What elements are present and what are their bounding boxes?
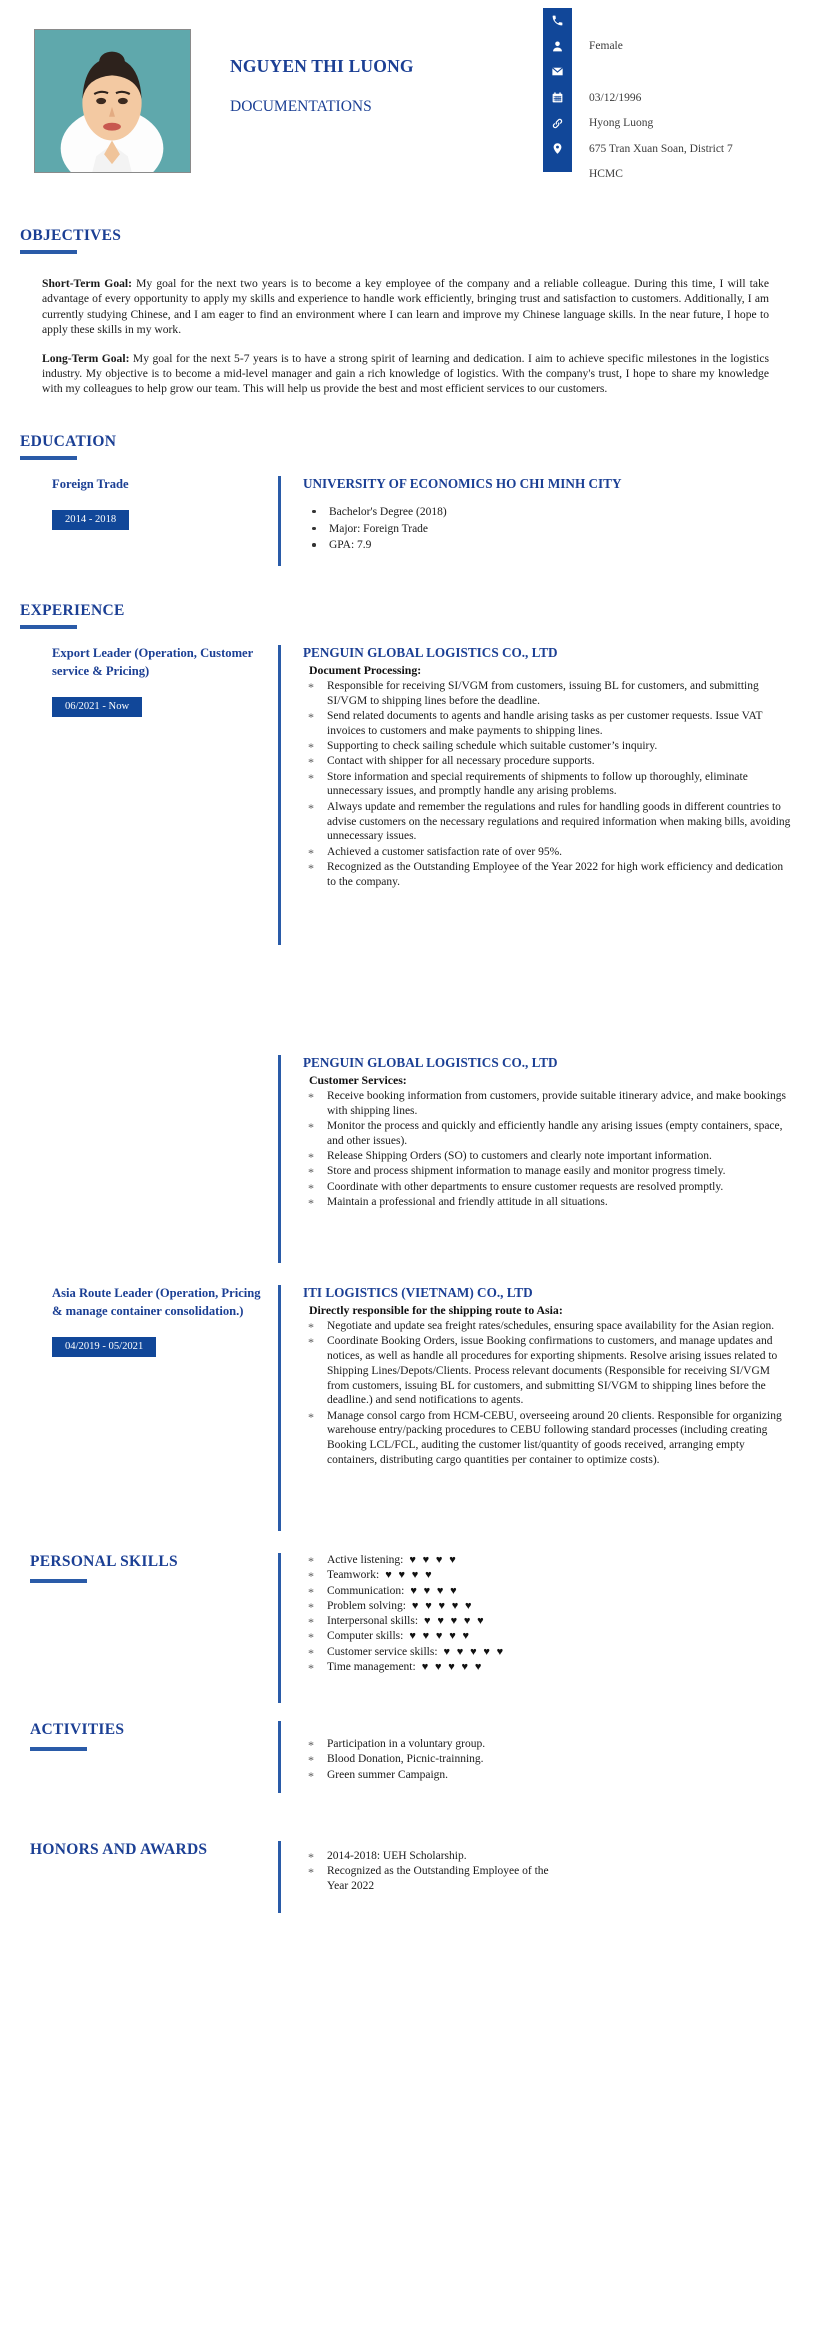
section-title: OBJECTIVES	[20, 227, 122, 244]
contact-value-city: HCMC	[589, 168, 623, 181]
skill-label: Communication:	[327, 1584, 405, 1597]
activities-entry-right	[281, 1721, 827, 1793]
activities-list	[303, 1737, 793, 1782]
list-item: * Achieved a customer satisfaction rate of over 95%.	[303, 845, 793, 860]
blank-icon	[543, 162, 572, 188]
education-heading	[0, 433, 827, 460]
experience-date-badge: 06/2021 - Now	[52, 697, 142, 717]
experience-bullet-list	[303, 1319, 793, 1468]
objective-text: My goal for the next 5-7 years is to have a strong spirit of learning and dedication. I aim to achieve specific milestones in the logistics industry. My objective is to become a mid-level manager and gain a rich knowledge of logistics. With the company's trust, I hope to share my knowledge with my colleagues to help grow our team. This will help us provide the best and most efficient services to our customers.	[42, 351, 769, 396]
resume-header	[0, 0, 827, 195]
experience-entry	[0, 645, 827, 945]
objective-paragraph	[42, 351, 769, 397]
objective-text: My goal for the next two years is to become a key employee of the company and a reliable colleague. During this time, I will take advantage of every opportunity to apply my skills and experience to handle work efficiently, bringing trust and satisfaction to customers. Additionally, I am currently studying Chinese, and I am eager to find an environment where I can learn and improve my Chinese language skills. In the near future, I hope to apply these skills in my work.	[42, 277, 769, 337]
section-experience	[0, 602, 827, 1531]
list-item	[303, 1614, 793, 1629]
experience-company-name: ITI LOGISTICS (VIETNAM) CO., LTD	[303, 1284, 533, 1300]
list-item: * Maintain a professional and friendly attitude in all situations.	[303, 1195, 793, 1210]
experience-entry-left	[0, 1285, 278, 1531]
education-major: Foreign Trade	[52, 476, 129, 491]
experience-company-name: PENGUIN GLOBAL LOGISTICS CO., LTD	[303, 1054, 558, 1070]
contact-value-gender: Female	[589, 40, 623, 53]
honors-entry	[0, 1841, 827, 1913]
experience-bullet-list	[303, 1089, 793, 1210]
skill-label: Computer skills:	[327, 1630, 404, 1643]
skill-label: Time management:	[327, 1661, 416, 1674]
list-item: * Receive booking information from customers, provide suitable itinerary advice, and make bookings with shipping lines.	[303, 1089, 793, 1119]
contact-row-link	[543, 110, 827, 136]
list-item: * Release Shipping Orders (SO) to customers and clearly note important information.	[303, 1149, 793, 1164]
education-date-badge: 2014 - 2018	[52, 510, 129, 530]
section-title: ACTIVITIES	[30, 1720, 125, 1738]
experience-subheading: Document Processing:	[309, 662, 422, 677]
contact-list	[543, 8, 827, 187]
envelope-icon	[543, 59, 572, 85]
contact-row-city	[543, 162, 827, 188]
skill-rating-hearts: ♥ ♥ ♥ ♥ ♥	[411, 1599, 474, 1612]
experience-job-title: Export Leader (Operation, Customer service & Pricing)	[52, 645, 254, 678]
list-item: * Store and process shipment information to manage easily and monitor progress timely.	[303, 1164, 793, 1179]
experience-date-badge: 04/2019 - 05/2021	[52, 1337, 156, 1357]
list-item: * Coordinate with other departments to ensure customer requests are resolved promptly.	[303, 1180, 793, 1195]
contact-row-address	[543, 136, 827, 162]
contact-value-birthdate: 03/12/1996	[589, 91, 642, 104]
list-item: * Send related documents to agents and handle arising tasks as per customer requests. Issue VAT invoices to customers and make payments to shipping lines.	[303, 709, 793, 739]
objective-label: Long-Term Goal:	[42, 351, 130, 365]
education-entry-left	[0, 476, 278, 566]
list-item	[303, 1629, 793, 1644]
skill-rating-hearts: ♥ ♥ ♥ ♥ ♥	[421, 1661, 484, 1674]
experience-company-name: PENGUIN GLOBAL LOGISTICS CO., LTD	[303, 644, 558, 660]
person-icon	[543, 34, 572, 60]
skills-entry-left	[0, 1553, 278, 1703]
skills-list	[303, 1553, 793, 1675]
experience-entry-right	[281, 1285, 827, 1531]
experience-bullet-list	[303, 679, 793, 890]
honors-entry-left	[0, 1841, 278, 1913]
list-item: * Green summer Campaign.	[303, 1768, 793, 1783]
list-item	[303, 1553, 793, 1568]
experience-subheading: Directly responsible for the shipping route to Asia:	[309, 1302, 563, 1317]
education-bullet-list	[303, 504, 793, 554]
phone-icon	[543, 8, 572, 34]
list-item: * Recognized as the Outstanding Employee of the Year 2022 for high work efficiency and dedication to the company.	[303, 860, 793, 890]
experience-job-title: Asia Route Leader (Operation, Pricing & manage container consolidation.)	[52, 1285, 261, 1318]
skill-label: Interpersonal skills:	[327, 1615, 419, 1628]
objectives-heading	[0, 227, 827, 254]
skill-label: Problem solving:	[327, 1599, 406, 1612]
skill-label: Active listening:	[327, 1553, 404, 1566]
section-objectives	[0, 227, 827, 397]
experience-subheading: Customer Services:	[309, 1072, 407, 1087]
list-item: * Negotiate and update sea freight rates/schedules, ensuring space availability for the Asian region.	[303, 1319, 793, 1334]
experience-heading	[0, 602, 827, 629]
calendar-icon	[543, 85, 572, 111]
job-role-subtitle: DOCUMENTATIONS	[230, 98, 372, 115]
list-item	[303, 1584, 793, 1599]
profile-photo	[34, 29, 191, 173]
contact-value-address: 675 Tran Xuan Soan, District 7	[589, 142, 733, 155]
list-item: GPA: 7.9	[303, 537, 793, 553]
section-title: HONORS AND AWARDS	[30, 1840, 208, 1858]
list-item: * Always update and remember the regulations and rules for handling goods in different countries to advise customers on the necessary regulations and required information when making bills, avoiding unnecessary issues.	[303, 800, 793, 844]
experience-entry-right	[281, 645, 827, 945]
section-honors-and-awards	[0, 1841, 827, 1913]
list-item	[303, 1660, 793, 1675]
activities-entry-left	[0, 1721, 278, 1793]
contact-value-link: Hyong Luong	[589, 117, 654, 130]
section-title: EDUCATION	[20, 432, 117, 450]
list-item	[303, 1599, 793, 1614]
list-item: Major: Foreign Trade	[303, 521, 793, 537]
objectives-body	[0, 254, 827, 397]
list-item: * Manage consol cargo from HCM-CEBU, overseeing around 20 clients. Responsible for organizing warehouse entry/packing procedures to CEBU following standard processes (including creating Booking LCL/FCL, auditing the customer list/quantity of goods received, arranging empty containers, distributing cargo quantities per container to optimize costs).	[303, 1409, 793, 1468]
education-entry-right	[281, 476, 827, 566]
contact-row-phone	[543, 8, 827, 34]
list-item: * Coordinate Booking Orders, issue Booking confirmations to customers, and manage updates and notices, as well as handle all procedures for exporting shipments. Resolve arising issues related to Shipping Lines/Depots/Clients. Process relevant documents (Responsible for receiving SI/VGM from customers, issuing BL for customers, and submitting SI/VGM to shipping lines before the deadline.) and send notifications to agents.	[303, 1334, 793, 1408]
list-item: * Participation in a voluntary group.	[303, 1737, 793, 1752]
list-item: * Contact with shipper for all necessary procedure supports.	[303, 754, 793, 769]
skill-label: Customer service skills:	[327, 1645, 438, 1658]
skill-rating-hearts: ♥ ♥ ♥ ♥ ♥	[424, 1615, 486, 1628]
objective-label: Short-Term Goal:	[42, 277, 132, 290]
list-item: * Store information and special requirements of shipments to follow up thoroughly, eliminate unnecessary issues, and promptly handle any arising problems.	[303, 770, 793, 800]
section-title: PERSONAL SKILLS	[30, 1552, 178, 1570]
list-item	[303, 1645, 793, 1660]
skills-entry	[0, 1553, 827, 1703]
list-item: * Responsible for receiving SI/VGM from customers, issuing BL for customers, and submitting SI/VGM to shipping lines before the deadline.	[303, 679, 793, 709]
page-title: NGUYEN THI LUONG	[230, 56, 414, 76]
education-school-name: UNIVERSITY OF ECONOMICS HO CHI MINH CITY	[303, 475, 622, 491]
objective-paragraph	[42, 276, 769, 338]
section-activities	[0, 1721, 827, 1793]
section-title: EXPERIENCE	[20, 601, 125, 619]
name-block	[230, 56, 414, 116]
skills-entry-right	[281, 1553, 827, 1703]
section-underline	[30, 1579, 87, 1583]
link-icon	[543, 110, 572, 136]
experience-entry-left	[0, 1055, 278, 1263]
activities-entry	[0, 1721, 827, 1793]
section-personal-skills	[0, 1553, 827, 1703]
experience-entry-right	[281, 1055, 827, 1263]
skill-rating-hearts: ♥ ♥ ♥ ♥	[385, 1569, 434, 1582]
list-item	[303, 1568, 793, 1583]
list-item: * 2014-2018: UEH Scholarship.	[303, 1849, 793, 1864]
location-pin-icon	[543, 136, 572, 162]
contact-row-birthdate	[543, 85, 827, 111]
list-item: Bachelor's Degree (2018)	[303, 504, 793, 520]
list-item: * Monitor the process and quickly and efficiently handle any arising issues (empty containers, space, and other issues).	[303, 1119, 793, 1149]
experience-entry-left	[0, 645, 278, 945]
honors-entry-right	[281, 1841, 827, 1913]
education-entry	[0, 476, 827, 566]
skill-label: Teamwork:	[327, 1569, 380, 1582]
contact-row-email	[543, 59, 827, 85]
skill-rating-hearts: ♥ ♥ ♥ ♥ ♥	[409, 1630, 472, 1643]
skill-rating-hearts: ♥ ♥ ♥ ♥	[409, 1553, 458, 1566]
honors-list	[303, 1849, 793, 1894]
skill-rating-hearts: ♥ ♥ ♥ ♥ ♥	[443, 1645, 506, 1658]
list-item: * Supporting to check sailing schedule which suitable customer’s inquiry.	[303, 739, 793, 754]
experience-entry	[0, 1055, 827, 1263]
list-item: * Blood Donation, Picnic-trainning.	[303, 1752, 793, 1767]
list-item: * Recognized as the Outstanding Employee of the Year 2022	[303, 1864, 563, 1894]
skill-rating-hearts: ♥ ♥ ♥ ♥	[410, 1584, 459, 1597]
experience-entry	[0, 1285, 827, 1531]
section-education	[0, 433, 827, 566]
section-underline	[30, 1747, 87, 1751]
contact-row-gender	[543, 34, 827, 60]
